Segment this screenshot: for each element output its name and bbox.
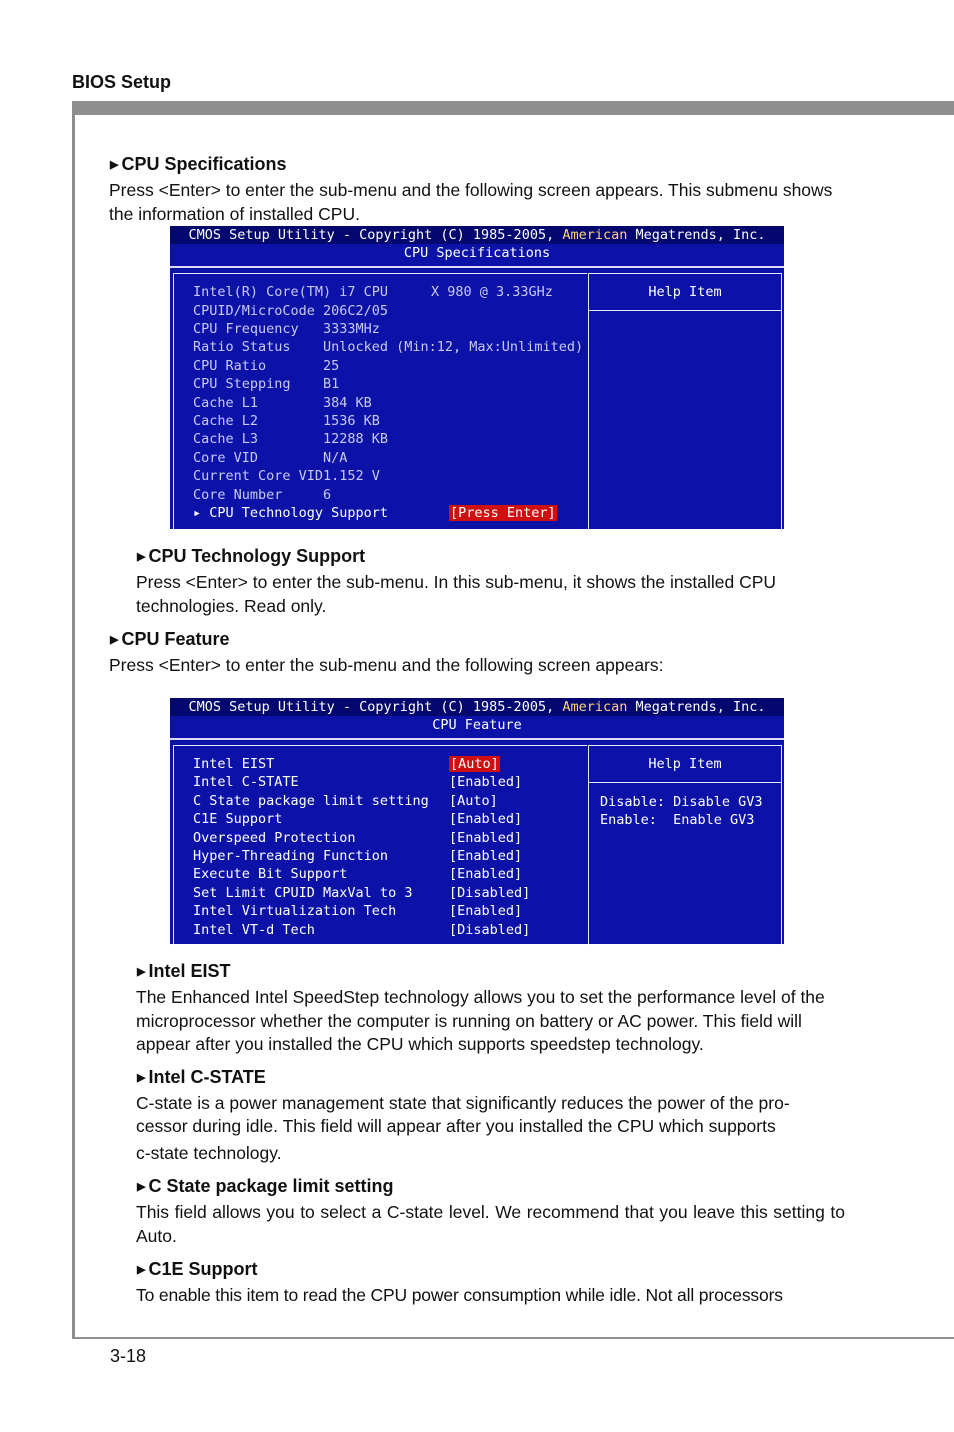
triangle-right-icon: ▶ (110, 634, 119, 646)
page-number: 3-18 (110, 1346, 147, 1366)
section-title-cpu-feature: ▶ CPU Feature (110, 629, 230, 649)
bios-setting-value: Unlocked (Min:12, Max:Unlimited) (323, 339, 584, 356)
bios-setting-label: CPU Stepping (193, 376, 291, 393)
bios-setting-label: C1E Support (193, 811, 283, 828)
bios-setting-value[interactable]: [Auto] (449, 792, 498, 809)
bios-setting-row[interactable] (193, 847, 588, 865)
bios-setting-value[interactable]: [Enabled] (449, 829, 523, 846)
triangle-right-icon: ▶ (137, 1264, 146, 1276)
bios-setting-row[interactable] (193, 375, 588, 393)
help-item-title: Help Item (589, 746, 781, 783)
bios-help-panel (588, 273, 782, 530)
bios-subtitle: CPU Feature (432, 717, 522, 733)
bios-setting-row[interactable] (193, 921, 588, 939)
bios-setting-row[interactable] (193, 486, 588, 504)
bios-setting-label: Intel VT-d Tech (193, 921, 315, 938)
bios-setting-value: 12288 KB (323, 431, 389, 448)
bios-setting-label: CPUID/MicroCode (193, 302, 315, 319)
bios-setting-label: Core VID (193, 449, 259, 466)
bios-setting-row[interactable] (193, 357, 588, 375)
bios-setting-label: Execute Bit Support (193, 866, 348, 883)
bios-setting-row[interactable] (193, 449, 588, 467)
bios-separator (170, 266, 784, 268)
bottom-rule (72, 1337, 954, 1339)
bios-setting-row[interactable] (193, 865, 588, 883)
bios-main-panel (173, 273, 587, 530)
bios-setting-value: B1 (323, 376, 340, 393)
bios-setting-row[interactable] (193, 884, 588, 902)
section-title-cpu-technology-support: ▶ CPU Technology Support (137, 546, 366, 566)
section-title-c-state-package-limit: ▶ C State package limit setting (137, 1176, 394, 1196)
section-text-intel-c-state-line3: c-state technology. (136, 1143, 282, 1163)
bios-setting-row[interactable] (193, 829, 588, 847)
bios-separator (170, 738, 784, 740)
bios-setting-row[interactable] (193, 412, 588, 430)
triangle-right-icon: ▶ (137, 966, 146, 978)
bios-subtitle: CPU Specifications (403, 245, 551, 261)
section-title-intel-c-state: ▶ Intel C-STATE (137, 1067, 266, 1087)
bios-setting-label: Core Number (193, 486, 283, 503)
bios-setting-label: Cache L2 (193, 412, 259, 429)
bios-setting-value: 1.152 V (323, 468, 380, 485)
bios-setting-label: Intel C-STATE (193, 774, 299, 791)
bios-setting-label: CPU Ratio (193, 357, 267, 374)
bios-setting-value: 206C2/05 (323, 302, 389, 319)
bios-setting-row[interactable] (193, 792, 588, 810)
bios-setting-value: 384 KB (323, 394, 372, 411)
bios-setting-label: CPU Frequency (193, 320, 299, 337)
section-title-intel-eist: ▶ Intel EIST (137, 961, 231, 981)
bios-row-cpu-name: Intel(R) Core(TM) i7 CPU X 980 @ 3.33GHz (193, 284, 553, 300)
triangle-right-icon: ▶ (137, 551, 146, 563)
bios-setting-value[interactable]: [Enabled] (449, 774, 523, 791)
bios-setting-value[interactable]: [Auto] (450, 756, 499, 772)
bios-setting-value[interactable]: [Enabled] (449, 866, 523, 883)
help-item-title: Help Item (589, 274, 781, 311)
bios-setting-row[interactable] (193, 320, 588, 338)
bios-setting-row[interactable] (193, 430, 588, 448)
bios-setting-row[interactable] (193, 902, 588, 920)
bios-setting-value[interactable]: [Enabled] (449, 848, 523, 864)
section-text-c1e-support: To enable this item to read the CPU power consumption while idle. Not all processors (136, 1285, 783, 1305)
page-header: BIOS Setup (72, 72, 172, 92)
bios-setting-value[interactable]: [Disabled] (449, 921, 531, 938)
header-bar (72, 101, 954, 115)
bios-setting-value[interactable]: [Enabled] (449, 811, 523, 828)
bios-setting-row[interactable] (193, 394, 588, 412)
bios-setting-label: Overspeed Protection (193, 829, 356, 846)
help-text-line: Disable: Disable GV3 (600, 794, 763, 810)
bios-setting-row[interactable] (193, 338, 588, 356)
bios-setting-value: 25 (323, 357, 340, 374)
section-text-c-state-package-limit: This field allows you to select a C-state level. We recommend that you leave this setting to Auto. (136, 1202, 845, 1246)
section-title-c1e-support: ▶ C1E Support (137, 1259, 258, 1279)
bios-setting-label: C State package limit setting (193, 792, 429, 809)
bios-setting-label: Hyper-Threading Function (193, 848, 389, 864)
bios-setting-value: 3333MHz (323, 320, 380, 337)
bios-setting-value: 1536 KB (323, 412, 380, 429)
bios-setting-row[interactable] (193, 773, 588, 791)
bios-setting-label: Ratio Status (193, 339, 291, 356)
section-text-cpu-technology-support: Press <Enter> to enter the sub-menu. In this sub-menu, it shows the installed CPU technologies. Read only. (136, 572, 777, 616)
bios-row-cpu-technology-support[interactable]: ▸ CPU Technology Support [Press Enter] (193, 505, 556, 521)
section-text-cpu-specifications: Press <Enter> to enter the sub-menu and the following screen appears. This submenu shows the information of installed CPU. (109, 180, 833, 224)
triangle-right-icon: ▶ (137, 1181, 146, 1193)
bios-setting-label: Cache L3 (193, 431, 259, 448)
bios-setting-label: Cache L1 (193, 394, 259, 411)
help-text-line: Enable: Enable GV3 (600, 812, 755, 828)
bios-setting-label: Intel EIST (193, 756, 275, 772)
section-text-intel-c-state-line2: cessor during idle. This field will appear after you installed the CPU which supports (136, 1116, 776, 1136)
bios-setting-value: N/A (323, 449, 348, 466)
bios-title-bar: CMOS Setup Utility - Copyright (C) 1985-2005, American Megatrends, Inc. (170, 698, 784, 716)
section-text-cpu-feature: Press <Enter> to enter the sub-menu and the following screen appears: (109, 655, 664, 675)
bios-setting-value[interactable]: [Enabled] (449, 903, 523, 920)
bios-setting-label: Current Core VID (193, 468, 324, 485)
bios-screen-cpu-specifications (170, 226, 784, 529)
press-enter-button[interactable]: [Press Enter] (450, 505, 556, 521)
bios-help-panel (588, 745, 782, 945)
bios-setting-row[interactable] (193, 755, 588, 773)
bios-title-bar: CMOS Setup Utility - Copyright (C) 1985-2005, American Megatrends, Inc. (170, 226, 784, 244)
section-text-intel-c-state-line1: C-state is a power management state that significantly reduces the power of the pro- (136, 1093, 790, 1113)
left-rule (72, 101, 75, 1339)
triangle-right-icon: ▶ (110, 159, 119, 171)
section-title-cpu-specifications: ▶ CPU Specifications (110, 154, 287, 174)
bios-setting-row[interactable] (193, 467, 588, 485)
bios-screen-cpu-feature (170, 698, 784, 944)
bios-setting-value: 6 (323, 486, 332, 503)
bios-setting-label: Set Limit CPUID MaxVal to 3 (193, 884, 413, 901)
bios-setting-row[interactable] (193, 810, 588, 828)
bios-setting-label: Intel Virtualization Tech (193, 903, 397, 920)
section-text-intel-eist: The Enhanced Intel SpeedStep technology allows you to set the performance level of the microprocessor whether the computer is running on battery or AC power. This field will appear after you installed the CPU which supports speedstep technology. (136, 987, 825, 1054)
triangle-right-icon: ▶ (137, 1072, 146, 1084)
bios-setting-row[interactable] (193, 302, 588, 320)
bios-setting-value[interactable]: [Disabled] (449, 884, 531, 901)
bios-main-panel (173, 745, 587, 945)
